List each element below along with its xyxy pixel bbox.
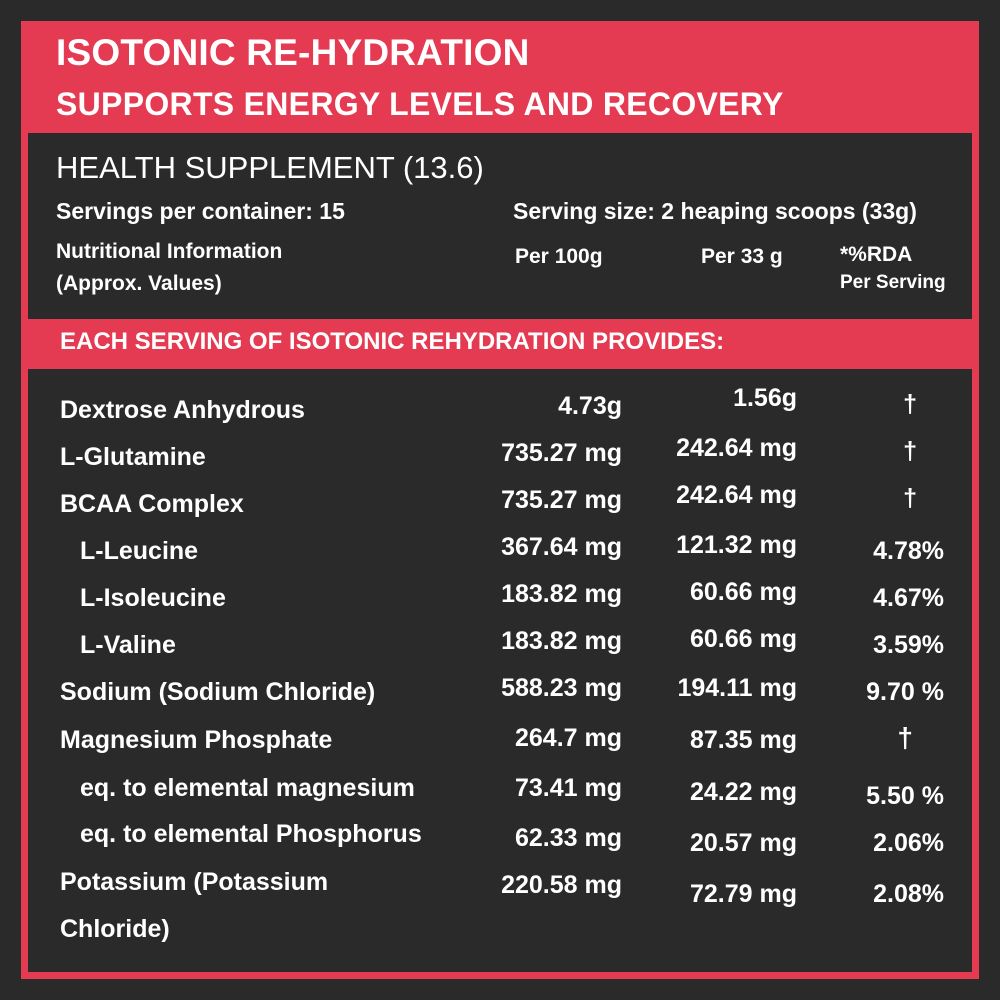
nutrient-name: L-Leucine [80,537,199,565]
value-rda: 5.50 % [866,782,944,810]
nutrient-name: Potassium (Potassium [60,868,329,896]
value-rda: † [903,437,917,465]
table-row [0,868,1000,948]
value-per-100g: 588.23 mg [501,674,622,702]
value-per-100g: 220.58 mg [501,871,622,899]
table-row [0,820,1000,860]
value-rda: † [903,390,917,418]
table-row [0,531,1000,577]
value-rda: 2.06% [873,829,944,857]
section-title: EACH SERVING OF ISOTONIC REHYDRATION PROVIDES: [60,328,725,355]
nutrient-name: Sodium (Sodium Chloride) [60,678,376,706]
value-per-100g: 735.27 mg [501,439,622,467]
nutrient-name: BCAA Complex [60,490,244,518]
serving-size: Serving size: 2 heaping scoops (33g) [513,198,917,224]
value-rda: † [897,722,913,753]
table-row [0,481,1000,530]
value-per-33g: 121.32 mg [676,531,797,559]
servings-per-container: Servings per container: 15 [56,198,345,224]
product-name: HEALTH SUPPLEMENT (13.6) [56,150,484,185]
value-per-33g: 20.57 mg [689,829,797,857]
page-subtitle: SUPPORTS ENERGY LEVELS AND RECOVERY [56,86,784,122]
value-rda: † [903,484,917,512]
value-per-33g: 194.11 mg [677,674,797,702]
value-per-33g: 60.66 mg [689,578,797,606]
nutrient-name-continued: Chloride) [60,915,170,943]
nutrition-label: Nutritional Information [56,240,283,263]
value-per-100g: 264.7 mg [514,724,622,752]
value-rda: 4.67% [873,584,944,612]
value-rda: 3.59% [873,631,944,659]
value-per-100g: 183.82 mg [501,580,622,608]
value-per-100g: 73.41 mg [514,774,622,802]
page-title: ISOTONIC RE-HYDRATION [56,32,530,73]
column-header-per-100g: Per 100g [515,245,603,268]
value-rda: 4.78% [873,537,944,565]
value-per-33g: 242.64 mg [676,481,797,509]
value-per-33g: 1.56g [733,384,797,412]
column-header-rda: *%RDA [840,243,913,266]
value-per-100g: 367.64 mg [501,533,622,561]
value-per-33g: 60.66 mg [689,625,797,653]
value-rda: 2.08% [873,880,944,908]
nutrient-name: Magnesium Phosphate [60,726,333,754]
nutrient-name: eq. to elemental Phosphorus [80,820,422,848]
column-header-per-33g: Per 33 g [701,245,783,268]
table-row [0,384,1000,436]
value-per-33g: 87.35 mg [689,726,797,754]
value-per-100g: 735.27 mg [501,486,622,514]
nutrition-label-approx: (Approx. Values) [56,272,222,295]
nutrient-name: eq. to elemental magnesium [80,774,415,802]
table-row [0,434,1000,483]
table-row [0,625,1000,671]
nutrient-name: L-Isoleucine [80,584,226,612]
value-per-33g: 242.64 mg [676,434,797,462]
table-row [0,578,1000,624]
value-per-100g: 62.33 mg [514,824,622,852]
nutrient-name: L-Valine [80,631,176,659]
column-header-rda-sub: Per Serving [840,272,946,293]
value-per-100g: 4.73g [558,392,622,420]
nutrient-name: Dextrose Anhydrous [60,396,305,424]
table-row [0,774,1000,814]
value-per-33g: 72.79 mg [689,880,797,908]
table-row [0,722,1000,766]
value-rda: 9.70 % [866,678,944,706]
value-per-100g: 183.82 mg [501,627,622,655]
nutrient-name: L-Glutamine [60,443,206,471]
table-row [0,674,1000,718]
value-per-33g: 24.22 mg [689,778,797,806]
